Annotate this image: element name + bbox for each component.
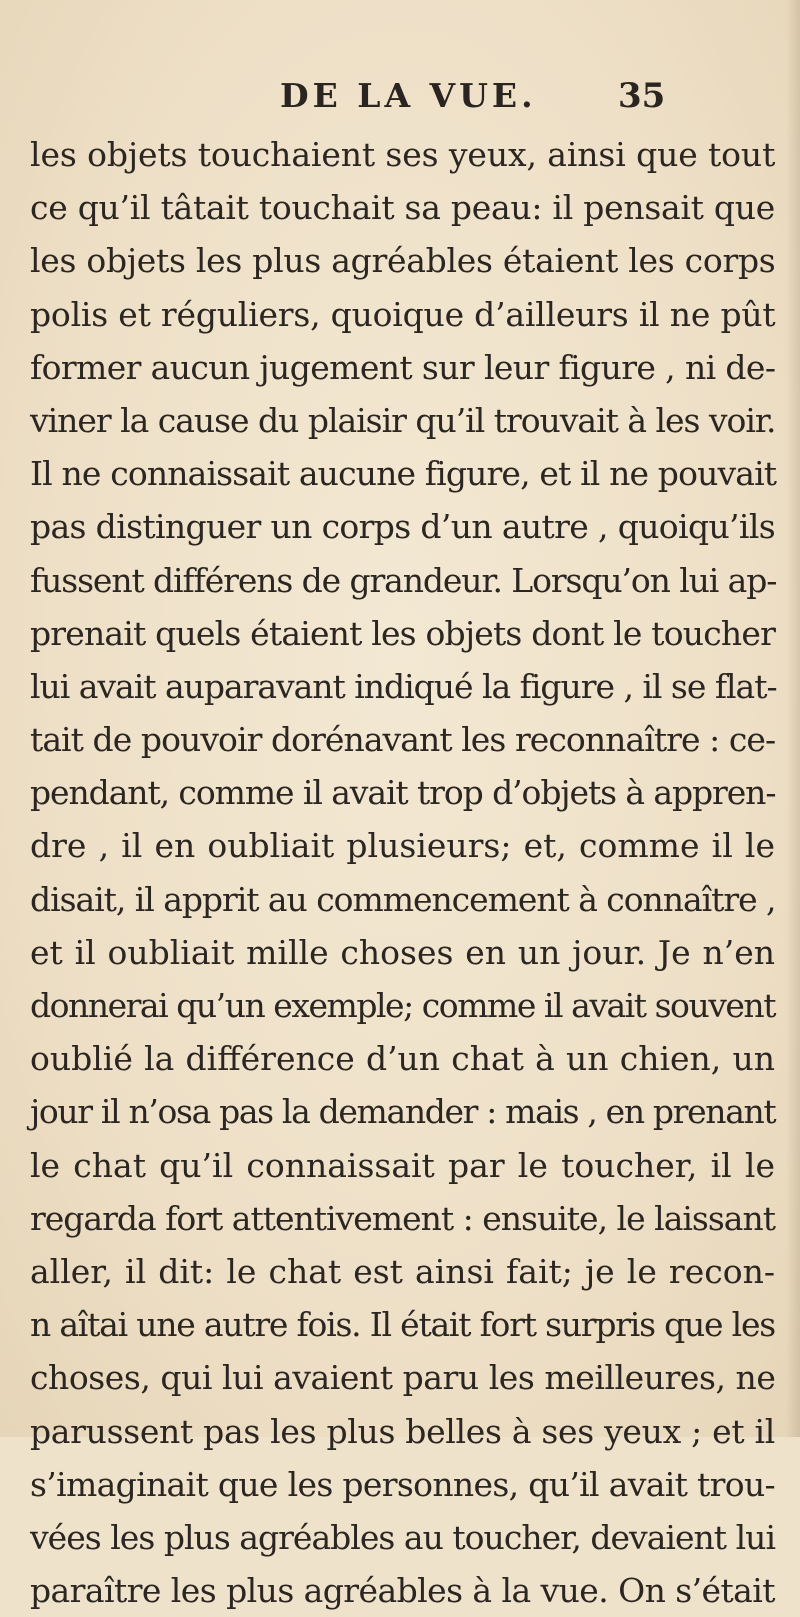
text-line: vées les plus agréables au toucher, devaient lui xyxy=(30,1517,776,1557)
page-number: 35 xyxy=(618,76,666,116)
text-line: regarda fort attentivement : ensuite, le laissant xyxy=(30,1198,775,1238)
text-line: lui avait auparavant indiqué la figure , il se flat- xyxy=(30,666,777,706)
text-line: les objets les plus agréables étaient les corps xyxy=(30,241,776,281)
text-line: prenait quels étaient les objets dont le toucher xyxy=(30,613,776,653)
text-line: le chat qu’il connaissait par le toucher, il le xyxy=(30,1145,775,1185)
text-line: Il ne connaissait aucune figure, et il ne pouvait xyxy=(30,454,777,494)
text-line: tait de pouvoir dorénavant les reconnaître : ce- xyxy=(30,720,776,760)
text-line: les objets touchaient ses yeux, ainsi que tout xyxy=(30,135,776,174)
text-line: paraître les plus agréables à la vue. On s’était xyxy=(30,1571,775,1611)
text-line: oublié la différence d’un chat à un chien, un xyxy=(30,1039,775,1079)
text-line: donnerai qu’un exemple; comme il avait souvent xyxy=(30,986,775,1025)
page-edge-shadow xyxy=(786,0,800,1437)
text-line: et il oubliait mille choses en un jour. Je n’en xyxy=(30,932,775,972)
text-line: polis et réguliers, quoique d’ailleurs il ne pût xyxy=(30,294,776,334)
text-line: fussent différens de grandeur. Lorsqu’on lui ap- xyxy=(30,560,777,600)
running-head: DE LA VUE. xyxy=(280,76,537,115)
text-line: n aîtai une autre fois. Il était fort surpris que les xyxy=(30,1305,775,1345)
text-line: aller, il dit: le chat est ainsi fait; je le recon- xyxy=(30,1251,775,1291)
text-line: viner la cause du plaisir qu’il trouvait à les voir. xyxy=(30,400,776,440)
text-line: jour il n’osa pas la demander : mais , en prenant xyxy=(30,1092,776,1132)
text-line: disait, il apprit au commencement à connaître , xyxy=(30,879,776,919)
text-line: former aucun jugement sur leur figure , ni de- xyxy=(30,347,776,387)
text-line: pendant, comme il avait trop d’objets à appren- xyxy=(30,773,776,813)
body-text xyxy=(30,128,775,1617)
text-line: parussent pas les plus belles à ses yeux ; et il xyxy=(30,1411,775,1451)
text-line: dre , il en oubliait plusieurs; et, comme il le xyxy=(30,826,775,866)
text-line: choses, qui lui avaient paru les meilleures, ne xyxy=(30,1358,776,1398)
page-header xyxy=(0,76,800,126)
text-line: pas distinguer un corps d’un autre , quoiqu’ils xyxy=(30,507,776,547)
text-line: s’imaginait que les personnes, qu’il avait trou- xyxy=(30,1464,776,1504)
text-line: ce qu’il tâtait touchait sa peau: il pensait que xyxy=(30,188,775,228)
